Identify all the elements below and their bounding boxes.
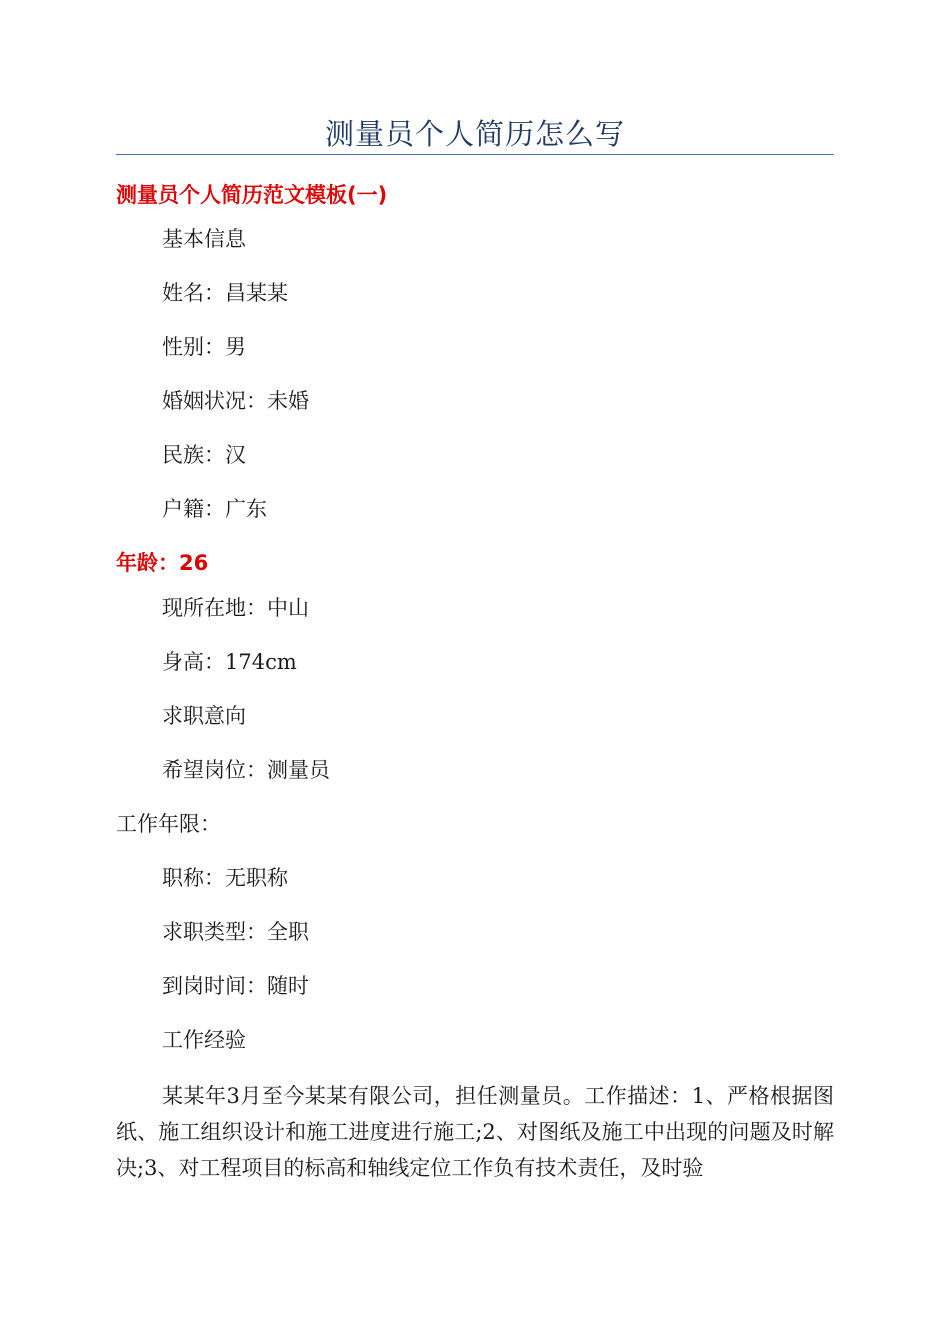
line-intent: 求职意向 [162, 704, 246, 728]
section-heading: 测量员个人简历范文模板(一) [116, 183, 388, 207]
line-title-rank: 职称：无职称 [162, 866, 288, 890]
age-heading: 年龄：26 [116, 551, 209, 575]
line-ethnicity: 民族：汉 [162, 443, 246, 467]
line-start-time: 到岗时间：随时 [162, 974, 309, 998]
line-gender: 性别：男 [162, 335, 246, 359]
title-underline [116, 154, 834, 155]
line-job-type: 求职类型：全职 [162, 920, 309, 944]
line-experience: 工作经验 [162, 1028, 246, 1052]
line-height: 身高：174cm [162, 650, 297, 674]
line-years: 工作年限： [116, 812, 221, 836]
line-name: 姓名：昌某某 [162, 281, 288, 305]
experience-paragraph: 某某年3月至今某某有限公司，担任测量员。工作描述：1、严格根据图纸、施工组织设计和施工进度进行施工;2、对图纸及施工中出现的问题及时解决;3、对工程项目的标高和轴线定位工作负有技术责任，及时验 [116, 1084, 834, 1180]
line-basic-info: 基本信息 [162, 227, 246, 251]
line-marital: 婚姻状况：未婚 [162, 389, 309, 413]
line-position: 希望岗位：测量员 [162, 758, 330, 782]
line-hukou: 户籍：广东 [162, 497, 267, 521]
line-location: 现所在地：中山 [162, 596, 309, 620]
document-title: 测量员个人简历怎么写 [324, 117, 625, 151]
